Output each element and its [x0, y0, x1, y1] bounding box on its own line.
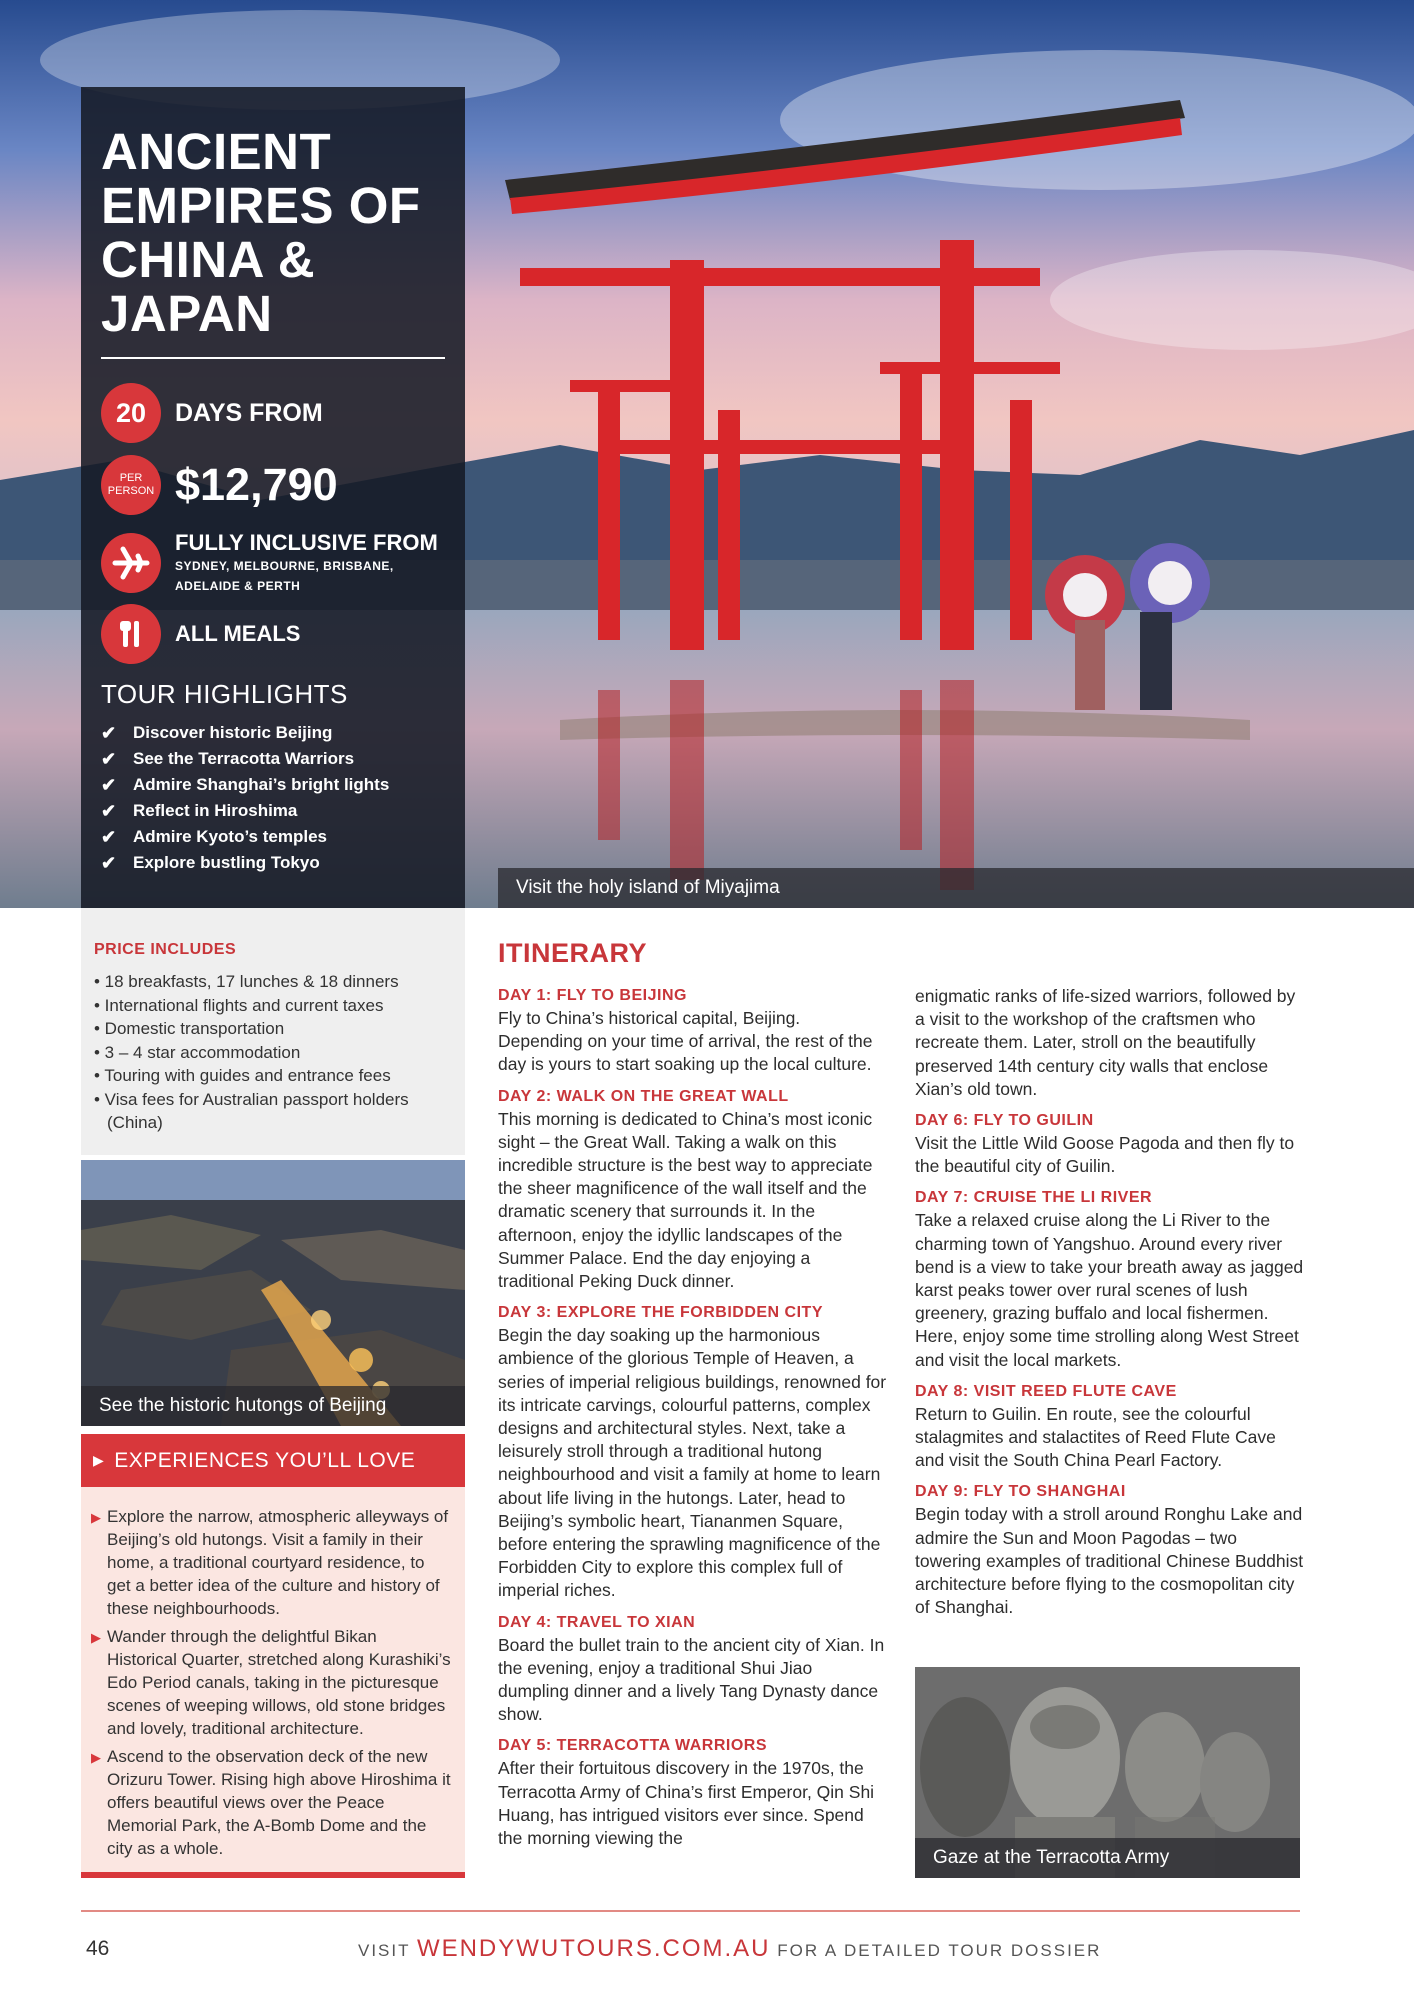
experience-item: ▶ Ascend to the observation deck of the new Orizuru Tower. Rising high above Hiroshima it offers beautiful views over the Peace Memorial Park, the A-Bomb Dome and the city as a whole. [91, 1747, 451, 1858]
price-includes-box [81, 908, 465, 1155]
days-count: 20 [115, 397, 147, 428]
check-icon: ✔ [101, 748, 117, 769]
highlight-item: ✔ Admire Shanghai’s bright lights [101, 774, 390, 795]
check-icon: ✔ [101, 800, 117, 821]
days-badge [101, 383, 161, 443]
highlights-title: TOUR HIGHLIGHTS [101, 679, 348, 709]
itinerary-day-continued [915, 985, 1305, 1101]
website-link[interactable]: WENDYWUTOURS.COM.AU [416, 1935, 771, 1962]
day-description: Board the bullet train to the ancient city of Xian. In the evening, enjoy a traditional Shui Jiao dumpling dinner and a lively Tang Dynasty dance show. [498, 1634, 885, 1725]
terracotta-caption: Gaze at the Terracotta Army [915, 1838, 1300, 1878]
highlight-item: ✔ Reflect in Hiroshima [101, 800, 298, 821]
experience-item: ▶ Wander through the delightful Bikan Historical Quarter, stretched along Kurashiki’s Edo Period canals, taking in the picturesque scenes of weeping willows, old stone bridges and lovely, traditional architecture. [91, 1627, 451, 1738]
itinerary-day [498, 985, 888, 1077]
itinerary-day [498, 1735, 888, 1850]
day-description: Begin the day soaking up the harmonious ambience of the glorious Temple of Heaven, a series of imperial religious buildings, renowned for its intricate carvings, colourful patterns, complex designs and architectural styles. Next, take a leisurely stroll through a traditional hutong neighbourhood and visit a family at home to learn about life living in the hutongs. Later, head to Beijing’s symbolic heart, Tiananmen Square, before entering the sprawling magnificence of the Forbidden City to explore this complex full of imperial riches. [498, 1325, 887, 1601]
hutong-photo [81, 1160, 465, 1426]
hutong-caption: See the historic hutongs of Beijing [81, 1386, 465, 1426]
experiences-body [81, 1487, 465, 1872]
inclusive-title: FULLY INCLUSIVE FROM [175, 530, 438, 555]
triangle-right-icon: ▶ [91, 1510, 101, 1525]
check-icon: ✔ [101, 852, 117, 873]
price-includes-title: PRICE INCLUDES [94, 941, 237, 958]
day-description: enigmatic ranks of life-sized warriors, followed by a visit to the workshop of the craftsmen who recreate them. Later, stroll on the beautifully preserved 14th century city walls that enclose Xian’s old town. [915, 986, 1296, 1099]
experiences-title: EXPERIENCES YOU’LL LOVE [114, 1448, 416, 1472]
days-label: DAYS FROM [175, 398, 323, 427]
include-item: • International flights and current taxes [94, 995, 384, 1015]
day-heading: DAY 5: TERRACOTTA WARRIORS [498, 1737, 768, 1755]
day-heading: DAY 8: VISIT REED FLUTE CAVE [915, 1382, 1177, 1400]
title-panel [81, 87, 465, 908]
highlight-item: ✔ Discover historic Beijing [101, 722, 333, 743]
duration-row [101, 383, 323, 443]
day-heading: DAY 9: FLY TO SHANGHAI [915, 1483, 1126, 1501]
include-item: • Touring with guides and entrance fees [94, 1066, 391, 1085]
itinerary-title: ITINERARY [498, 938, 648, 968]
per-person-badge [101, 455, 161, 515]
include-item: • 3 – 4 star accommodation [94, 1042, 301, 1062]
footer-prefix: VISIT [358, 1941, 411, 1960]
highlight-item: ✔ See the Terracotta Warriors [101, 748, 355, 769]
footer-divider [81, 1910, 1300, 1912]
price-row [101, 455, 338, 515]
itinerary-day [498, 1086, 888, 1294]
footer-text [358, 1935, 1101, 1963]
highlights-list [101, 720, 389, 876]
triangle-right-icon: ▶ [91, 1750, 101, 1765]
hero-image [0, 0, 1414, 908]
tour-price: $12,790 [175, 459, 338, 510]
tour-title: ANCIENT EMPIRES OF CHINA & JAPAN [101, 123, 421, 342]
experiences-list [91, 1505, 451, 1865]
experiences-bottom-bar [81, 1872, 465, 1878]
day-description: Visit the Little Wild Goose Pagoda and then fly to the beautiful city of Guilin. [915, 1133, 1295, 1177]
day-heading: DAY 1: FLY TO BEIJING [498, 987, 687, 1004]
day-description: After their fortuitous discovery in the 1970s, the Terracotta Army of China’s first Emperor, Qin Shi Huang, has intrigued visitors ever since. Spend the morning viewing the [498, 1758, 875, 1849]
check-icon: ✔ [101, 722, 117, 743]
inclusive-row [101, 530, 438, 596]
experiences-header [81, 1434, 465, 1487]
itinerary-day [915, 1110, 1305, 1178]
triangle-right-icon: ▶ [91, 1630, 101, 1645]
cutlery-icon [101, 604, 161, 664]
meals-row [101, 604, 300, 664]
meals-label: ALL MEALS [175, 621, 301, 646]
hero-caption: Visit the holy island of Miyajima [498, 868, 1414, 908]
day-description: Return to Guilin. En route, see the colourful stalagmites and stalactites of Reed Flute Cave and visit the South China Pearl Factory. [915, 1403, 1276, 1471]
triangle-right-icon: ▶ [93, 1452, 105, 1468]
title-divider [101, 357, 445, 359]
itinerary-column-2 [915, 985, 1305, 1628]
day-heading: DAY 3: EXPLORE THE FORBIDDEN CITY [498, 1304, 823, 1322]
itinerary-day [498, 1302, 888, 1602]
check-icon: ✔ [101, 774, 117, 795]
check-icon: ✔ [101, 826, 117, 847]
itinerary-day [915, 1381, 1305, 1473]
highlight-item: ✔ Explore bustling Tokyo [101, 852, 320, 873]
day-description: Begin today with a stroll around Ronghu Lake and admire the Sun and Moon Pagodas – two towering examples of traditional Chinese Buddhist architecture before flying to the cosmopolitan city of Shanghai. [915, 1504, 1304, 1618]
itinerary-day [915, 1187, 1305, 1371]
include-item: • 18 breakfasts, 17 lunches & 18 dinners [94, 972, 399, 991]
experience-item: ▶ Explore the narrow, atmospheric alleyways of Beijing’s old hutongs. Visit a family in their home, a traditional courtyard residence, to get a better idea of the culture and history of these neighbourhoods. [91, 1507, 449, 1618]
include-item: • Domestic transportation [94, 1019, 285, 1038]
day-heading: DAY 6: FLY TO GUILIN [915, 1112, 1094, 1130]
page-number: 46 [86, 1937, 110, 1960]
include-item: • Visa fees for Australian passport holders (China) [94, 1089, 409, 1132]
price-includes-list [94, 970, 454, 1135]
plane-icon [101, 533, 161, 593]
day-description: Fly to China’s historical capital, Beijing. Depending on your time of arrival, the rest of the day is yours to start soaking up the local culture. [498, 1008, 873, 1075]
day-heading: DAY 4: TRAVEL TO XIAN [498, 1613, 696, 1631]
inclusive-cities-1: SYDNEY, MELBOURNE, BRISBANE, [175, 559, 394, 573]
highlight-item: ✔ Admire Kyoto’s temples [101, 826, 327, 847]
footer-suffix: FOR A DETAILED TOUR DOSSIER [777, 1941, 1102, 1960]
day-heading: DAY 7: CRUISE THE LI RIVER [915, 1189, 1153, 1207]
itinerary-day [915, 1481, 1305, 1619]
itinerary-day [498, 1612, 888, 1727]
day-description: This morning is dedicated to China’s most iconic sight – the Great Wall. Taking a walk on this incredible structure is the best way to appreciate the sheer magnificence of the wall itself and the dramatic scenery that surrounds it. In the afternoon, enjoy the idyllic landscapes of the Summer Palace. End the day enjoying a traditional Peking Duck dinner. [498, 1108, 873, 1292]
terracotta-photo [915, 1667, 1300, 1878]
day-heading: DAY 2: WALK ON THE GREAT WALL [498, 1087, 789, 1105]
day-description: Take a relaxed cruise along the Li River to the charming town of Yangshuo. Around every river bend is a view to take your breath away as jagged karst peaks tower over rural scenes of lush greenery, grazing buffalo and local fishermen. Here, enjoy some time strolling along West Street and visit the local markets. [915, 1210, 1304, 1370]
inclusive-cities-2: ADELAIDE & PERTH [175, 579, 301, 593]
itinerary-column-1 [498, 985, 888, 1859]
per-person-label: PER PERSON [107, 472, 155, 497]
